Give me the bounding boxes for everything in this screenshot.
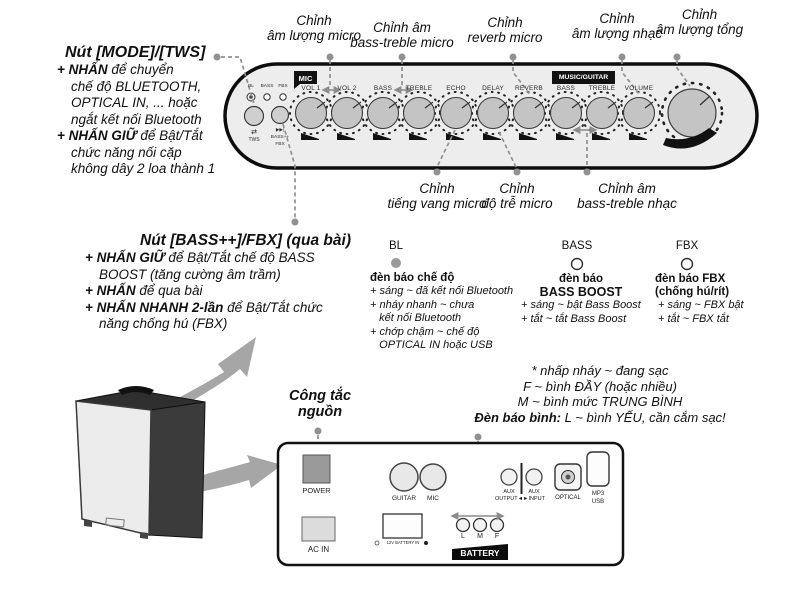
knob-label-delay: DELAY: [482, 85, 504, 92]
callout-mic-bass-treble: Chỉnh âm bass-treble micro: [350, 20, 454, 50]
battery-note: * nhấp nháy ~ đang sạc F ~ bình ĐẦY (hoặc nhiều) M ~ bình mức TRUNG BÌNH Đèn báo bình: L ~ bình YẾU, cần cắm sạc!: [474, 363, 726, 425]
battery-in-socket-shape: [383, 514, 422, 538]
tws-button-shape: [245, 107, 264, 126]
guitar-jack-shape: [390, 463, 418, 491]
callout-mic-volume: Chỉnh âm lượng micro: [267, 13, 361, 43]
usb-label: USB: [591, 499, 605, 505]
power-label: POWER: [302, 486, 331, 495]
ac-in-socket-shape: [302, 517, 335, 541]
battery-led-f-label: F: [494, 533, 500, 540]
bass-led: [264, 94, 270, 100]
callout-reverb: Chỉnh reverb micro: [467, 15, 543, 45]
fbx-button-label: FBX: [275, 142, 285, 147]
mode-tws-note: Nút [MODE]/[TWS] + NHẤN để chuyển chế độ BLUETOOTH, OPTICAL IN, ... hoặc ngắt kết nối Bluetooth + NHẤN GIỮ để Bật/Tắt chức năng nối cặp không dây 2 loa thành 1: [57, 44, 237, 178]
fbx-led: [280, 94, 286, 100]
mode-tws-title: Nút [MODE]/[TWS]: [65, 44, 206, 61]
bass-fbx-button-shape: [272, 107, 289, 124]
music-guitar-tag: MUSIC/GUITAR: [558, 74, 609, 81]
speaker-illustration: [76, 337, 282, 539]
ac-in-label: AC IN: [307, 545, 330, 554]
callout-music-volume: Chỉnh âm lượng nhạc: [571, 11, 663, 41]
callout-echo: Chỉnh tiếng vang micro: [387, 181, 487, 211]
aux-output-label-1: AUX: [503, 489, 515, 495]
mp3-label: MP3: [591, 491, 605, 497]
mic-tag: MIC: [298, 73, 313, 83]
battery-led-shapes: [457, 519, 504, 532]
mic-jack-shape: [420, 464, 446, 490]
power-switch-callout: Công tắc nguồn: [288, 388, 352, 420]
aux-input-label-1: AUX: [528, 489, 540, 495]
mic-jack-label: MIC: [427, 495, 439, 502]
optical-port-shape: [555, 464, 581, 490]
knob-label-volume-music: VOLUME: [624, 85, 654, 92]
power-switch-shape: [303, 455, 330, 483]
aux-output-label-2: OUTPUT◄: [494, 496, 524, 502]
bass-plus-button-label: BASS++: [270, 135, 290, 140]
bl-legend-lamp: [391, 258, 401, 268]
bass-legend-lamp: [572, 259, 583, 270]
bass-fbx-title: Nút [BASS++]/FBX] (qua bài): [140, 232, 351, 249]
bass-legend-label: BASS: [561, 240, 593, 252]
tws-icon: ⇄: [251, 129, 257, 136]
bass-led-label: BASS: [260, 84, 274, 89]
optical-label: OPTICAL: [555, 495, 581, 501]
next-track-icon: ▶▶|: [275, 127, 285, 132]
battery-in-label: 12V BATTERY IN: [386, 540, 420, 545]
knob-label-reverb: REVERB: [515, 85, 543, 92]
bl-legend-label: BL: [388, 240, 404, 252]
guitar-label: GUITAR: [391, 495, 417, 502]
battery-led-l-label: L: [461, 533, 465, 540]
usb-port-shape: [587, 452, 609, 486]
bl-led-label: BL: [248, 84, 254, 89]
knob-label-treble-music: TREBLE: [588, 85, 616, 92]
bass-legend: đèn báo BASS BOOST + sáng ~ bật Bass Boost + tắt ~ tắt Bass Boost: [521, 273, 641, 325]
legend-lamps: [391, 258, 693, 270]
fbx-led-label: FBX: [278, 84, 288, 89]
bass-fbx-note: Nút [BASS++]/FBX] (qua bài) + NHẤN GIỮ để Bật/Tắt chế độ BASS BOOST (tăng cường âm trầm) + NHẤN để qua bài + NHẤN NHANH 2-lần để Bật/Tắt chức năng chống hú (FBX): [85, 232, 385, 333]
knob-label-vol1: VOL 1: [301, 85, 321, 92]
fbx-legend-label: FBX: [675, 240, 699, 252]
aux-input-jack-shape: [526, 469, 542, 485]
callout-master-volume: Chỉnh âm lượng tổng: [655, 7, 744, 37]
knob-label-vol2: VOL 2: [337, 85, 357, 92]
fbx-legend-lamp: [682, 259, 693, 270]
battery-led-m-label: M: [477, 533, 483, 540]
bl-legend: đèn báo chế độ + sáng ~ đã kết nối Bluetooth + nháy nhanh ~ chưa kết nối Bluetooth + chớp chậm ~ chế độ OPTICAL IN hoặc USB: [370, 272, 514, 352]
callout-delay: Chỉnh độ trễ micro: [481, 181, 553, 211]
battery-tag: BATTERY: [460, 548, 500, 558]
fbx-legend: đèn báo FBX (chống hú/rít) + sáng ~ FBX bật + tắt ~ FBX tắt: [655, 273, 744, 325]
aux-input-label-2: ►INPUT: [523, 496, 545, 502]
callout-music-bass-treble: Chỉnh âm bass-treble nhạc: [577, 181, 677, 211]
knob-label-treble-mic: TREBLE: [405, 85, 433, 92]
tws-button-label: TWS: [248, 137, 260, 143]
knob-label-echo: ECHO: [446, 85, 466, 92]
arrow-to-rear-panel: [196, 455, 282, 492]
aux-output-jack-shape: [501, 469, 517, 485]
knob-label-bass-mic: BASS: [373, 85, 393, 92]
knob-label-bass-music: BASS: [556, 85, 576, 92]
